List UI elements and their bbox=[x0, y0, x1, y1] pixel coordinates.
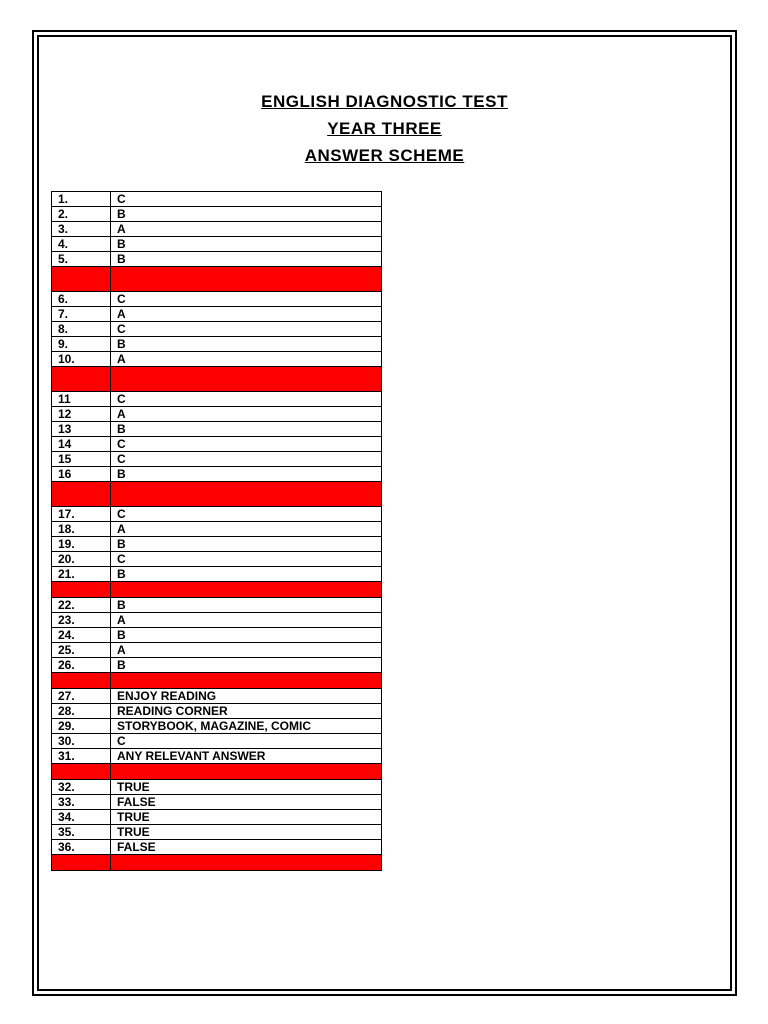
separator-cell bbox=[52, 855, 111, 871]
answer-cell: C bbox=[111, 507, 382, 522]
separator-cell bbox=[52, 367, 111, 392]
question-number: 26. bbox=[52, 658, 111, 673]
separator-cell bbox=[52, 582, 111, 598]
table-row bbox=[52, 643, 382, 658]
question-number: 36. bbox=[52, 840, 111, 855]
answer-cell: A bbox=[111, 613, 382, 628]
table-row bbox=[52, 192, 382, 207]
table-row bbox=[52, 704, 382, 719]
separator-row bbox=[52, 267, 382, 292]
table-row bbox=[52, 840, 382, 855]
table-row bbox=[52, 598, 382, 613]
question-number: 34. bbox=[52, 810, 111, 825]
question-number: 35. bbox=[52, 825, 111, 840]
question-number: 30. bbox=[52, 734, 111, 749]
separator-cell bbox=[52, 673, 111, 689]
question-number: 6. bbox=[52, 292, 111, 307]
question-number: 9. bbox=[52, 337, 111, 352]
table-row bbox=[52, 658, 382, 673]
separator-cell bbox=[111, 267, 382, 292]
table-row bbox=[52, 222, 382, 237]
table-row bbox=[52, 337, 382, 352]
table-row bbox=[52, 292, 382, 307]
table-row bbox=[52, 719, 382, 734]
answer-cell: B bbox=[111, 422, 382, 437]
question-number: 2. bbox=[52, 207, 111, 222]
table-row bbox=[52, 825, 382, 840]
table-row bbox=[52, 207, 382, 222]
answer-table bbox=[51, 191, 382, 871]
question-number: 28. bbox=[52, 704, 111, 719]
question-number: 21. bbox=[52, 567, 111, 582]
document-header bbox=[37, 88, 732, 169]
separator-cell bbox=[111, 582, 382, 598]
question-number: 31. bbox=[52, 749, 111, 764]
separator-cell bbox=[52, 764, 111, 780]
answer-cell: B bbox=[111, 337, 382, 352]
question-number: 22. bbox=[52, 598, 111, 613]
question-number: 8. bbox=[52, 322, 111, 337]
separator-cell bbox=[111, 367, 382, 392]
answer-cell: FALSE bbox=[111, 795, 382, 810]
question-number: 5. bbox=[52, 252, 111, 267]
answer-cell: FALSE bbox=[111, 840, 382, 855]
question-number: 17. bbox=[52, 507, 111, 522]
answer-cell: A bbox=[111, 307, 382, 322]
question-number: 16 bbox=[52, 467, 111, 482]
answer-cell: ANY RELEVANT ANSWER bbox=[111, 749, 382, 764]
answer-cell: B bbox=[111, 467, 382, 482]
table-row bbox=[52, 567, 382, 582]
table-row bbox=[52, 252, 382, 267]
table-row bbox=[52, 307, 382, 322]
answer-cell: B bbox=[111, 658, 382, 673]
question-number: 3. bbox=[52, 222, 111, 237]
table-row bbox=[52, 795, 382, 810]
question-number: 13 bbox=[52, 422, 111, 437]
separator-cell bbox=[111, 673, 382, 689]
table-row bbox=[52, 689, 382, 704]
table-row bbox=[52, 452, 382, 467]
separator-cell bbox=[111, 482, 382, 507]
answer-cell: TRUE bbox=[111, 810, 382, 825]
question-number: 23. bbox=[52, 613, 111, 628]
separator-row bbox=[52, 367, 382, 392]
answer-cell: B bbox=[111, 598, 382, 613]
table-row bbox=[52, 322, 382, 337]
question-number: 19. bbox=[52, 537, 111, 552]
separator-row bbox=[52, 855, 382, 871]
question-number: 29. bbox=[52, 719, 111, 734]
answer-cell: A bbox=[111, 407, 382, 422]
table-row bbox=[52, 552, 382, 567]
table-row bbox=[52, 237, 382, 252]
answer-cell: A bbox=[111, 222, 382, 237]
question-number: 10. bbox=[52, 352, 111, 367]
table-row bbox=[52, 734, 382, 749]
table-row bbox=[52, 780, 382, 795]
answer-cell: C bbox=[111, 192, 382, 207]
question-number: 11 bbox=[52, 392, 111, 407]
question-number: 12 bbox=[52, 407, 111, 422]
separator-row bbox=[52, 673, 382, 689]
separator-cell bbox=[52, 267, 111, 292]
document-title: ENGLISH DIAGNOSTIC TEST bbox=[261, 92, 508, 111]
question-number: 7. bbox=[52, 307, 111, 322]
table-row bbox=[52, 352, 382, 367]
answer-cell: A bbox=[111, 643, 382, 658]
answer-cell: STORYBOOK, MAGAZINE, COMIC bbox=[111, 719, 382, 734]
question-number: 15 bbox=[52, 452, 111, 467]
answer-cell: B bbox=[111, 252, 382, 267]
question-number: 18. bbox=[52, 522, 111, 537]
question-number: 1. bbox=[52, 192, 111, 207]
table-row bbox=[52, 537, 382, 552]
separator-row bbox=[52, 582, 382, 598]
answer-cell: C bbox=[111, 392, 382, 407]
answer-cell: B bbox=[111, 237, 382, 252]
table-row bbox=[52, 628, 382, 643]
answer-cell: B bbox=[111, 628, 382, 643]
question-number: 4. bbox=[52, 237, 111, 252]
answer-cell: B bbox=[111, 207, 382, 222]
answer-cell: C bbox=[111, 452, 382, 467]
table-row bbox=[52, 422, 382, 437]
answer-cell: TRUE bbox=[111, 780, 382, 795]
answer-cell: C bbox=[111, 734, 382, 749]
question-number: 27. bbox=[52, 689, 111, 704]
table-row bbox=[52, 392, 382, 407]
answer-cell: C bbox=[111, 437, 382, 452]
question-number: 33. bbox=[52, 795, 111, 810]
question-number: 32. bbox=[52, 780, 111, 795]
answer-cell: TRUE bbox=[111, 825, 382, 840]
separator-cell bbox=[111, 764, 382, 780]
separator-cell bbox=[111, 855, 382, 871]
answer-cell: ENJOY READING bbox=[111, 689, 382, 704]
separator-row bbox=[52, 764, 382, 780]
answer-cell: C bbox=[111, 322, 382, 337]
table-row bbox=[52, 437, 382, 452]
answer-cell: READING CORNER bbox=[111, 704, 382, 719]
table-row bbox=[52, 522, 382, 537]
question-number: 24. bbox=[52, 628, 111, 643]
table-row bbox=[52, 507, 382, 522]
separator-cell bbox=[52, 482, 111, 507]
question-number: 25. bbox=[52, 643, 111, 658]
separator-row bbox=[52, 482, 382, 507]
answer-cell: B bbox=[111, 537, 382, 552]
table-row bbox=[52, 749, 382, 764]
answer-cell: A bbox=[111, 352, 382, 367]
answer-cell: C bbox=[111, 552, 382, 567]
table-row bbox=[52, 467, 382, 482]
answer-cell: A bbox=[111, 522, 382, 537]
question-number: 14 bbox=[52, 437, 111, 452]
question-number: 20. bbox=[52, 552, 111, 567]
table-row bbox=[52, 810, 382, 825]
document-section-title: ANSWER SCHEME bbox=[304, 146, 465, 165]
document-subtitle: YEAR THREE bbox=[327, 119, 442, 138]
answer-cell: B bbox=[111, 567, 382, 582]
answer-cell: C bbox=[111, 292, 382, 307]
table-row bbox=[52, 407, 382, 422]
table-row bbox=[52, 613, 382, 628]
